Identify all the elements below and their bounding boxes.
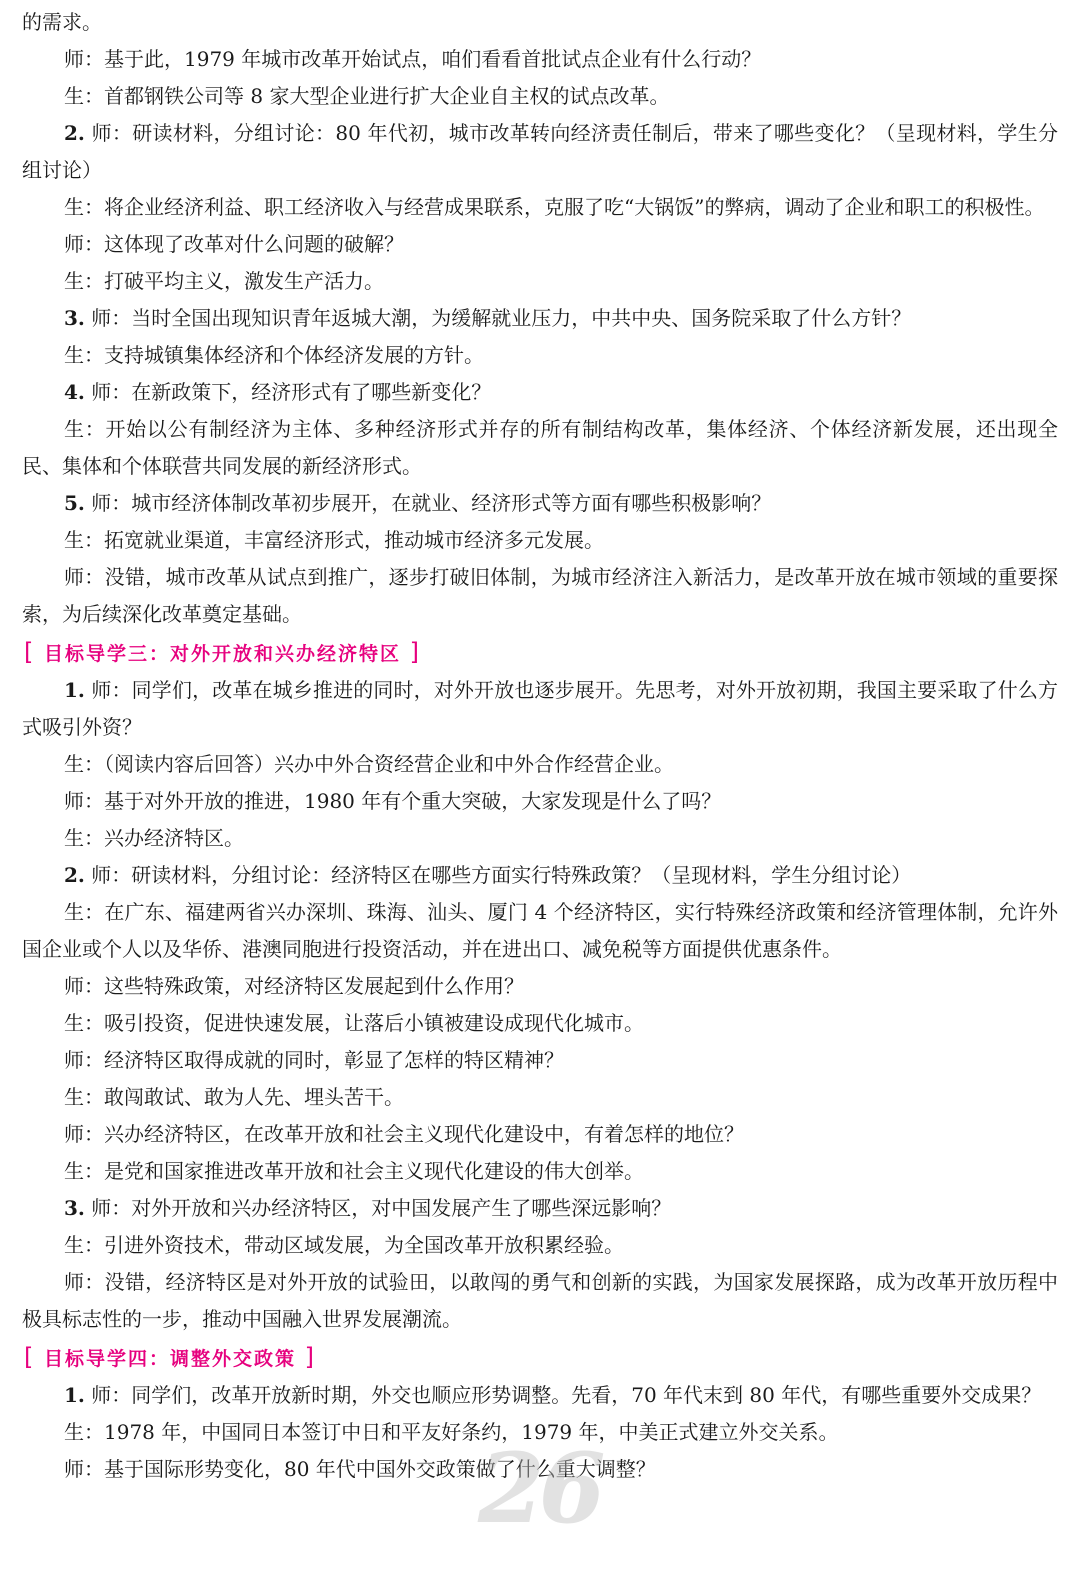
item-number: 4.	[64, 380, 85, 404]
question-item: 1. 师：同学们，改革在城乡推进的同时，对外开放也逐步展开。先思考，对外开放初期，我国主要采取了什么方式吸引外资？	[22, 678, 1058, 739]
teacher-line: 师：基于此，1979 年城市改革开始试点，咱们看看首批试点企业有什么行动？	[64, 47, 762, 71]
question-item: 2. 师：研读材料，分组讨论：80 年代初，城市改革转向经济责任制后，带来了哪些变化？（呈现材料，学生分组讨论）	[22, 121, 1058, 182]
teacher-line: 师：这些特殊政策，对经济特区发展起到什么作用？	[64, 974, 524, 998]
bracket-right-icon: ]	[409, 638, 422, 666]
question-item: 3. 师：当时全国出现知识青年返城大潮，为缓解就业压力，中共中央、国务院采取了什么方针？	[64, 306, 912, 330]
item-number: 2.	[64, 121, 85, 145]
student-line: 生：兴办经济特区。	[64, 826, 244, 850]
text-line: 的需求。	[22, 10, 102, 34]
bracket-left-icon: [	[24, 1343, 36, 1371]
student-line: 生：将企业经济利益、职工经济收入与经营成果联系，克服了吃“大锅饭”的弊病，调动了企业和职工的积极性。	[64, 195, 1045, 219]
item-number: 1.	[64, 678, 85, 702]
question-item: 2. 师：研读材料，分组讨论：经济特区在哪些方面实行特殊政策？（呈现材料，学生分组讨论）	[64, 863, 912, 887]
teacher-line: 师：没错，经济特区是对外开放的试验田，以敢闯的勇气和创新的实践，为国家发展探路，成为改革开放历程中极具标志性的一步，推动中国融入世界发展潮流。	[22, 1270, 1058, 1331]
item-number: 2.	[64, 863, 85, 887]
question-item: 1. 师：同学们，改革开放新时期，外交也顺应形势调整。先看，70 年代末到 80 年代，有哪些重要外交成果？	[64, 1383, 1042, 1407]
question-item: 3. 师：对外开放和兴办经济特区，对中国发展产生了哪些深远影响？	[64, 1196, 672, 1220]
student-line: 生：打破平均主义，激发生产活力。	[64, 269, 384, 293]
student-line: 生：拓宽就业渠道，丰富经济形式，推动城市经济多元发展。	[64, 528, 604, 552]
page-number-watermark: 26	[478, 1432, 600, 1545]
bracket-right-icon: ]	[304, 1343, 317, 1371]
student-line: 生：1978 年，中国同日本签订中日和平友好条约，1979 年，中美正式建立外交关系。	[64, 1420, 839, 1444]
student-line: 生：是党和国家推进改革开放和社会主义现代化建设的伟大创举。	[64, 1159, 644, 1183]
teacher-line: 师：基于国际形势变化，80 年代中国外交政策做了什么重大调整？	[64, 1457, 656, 1481]
item-number: 5.	[64, 491, 85, 515]
paragraph	[22, 4, 1058, 41]
student-line: 生：首都钢铁公司等 8 家大型企业进行扩大企业自主权的试点改革。	[64, 84, 670, 108]
student-line: 生：敢闯敢试、敢为人先、埋头苦干。	[64, 1085, 404, 1109]
student-line: 生：（阅读内容后回答）兴办中外合资经营企业和中外合作经营企业。	[64, 752, 674, 776]
teacher-line: 师：基于对外开放的推进，1980 年有个重大突破，大家发现是什么了吗？	[64, 789, 722, 813]
item-number: 3.	[64, 306, 85, 330]
section-heading-3: [ 目标导学三：对外开放和兴办经济特区 ]	[24, 638, 422, 666]
student-line: 生：在广东、福建两省兴办深圳、珠海、汕头、厦门 4 个经济特区，实行特殊经济政策和经济管理体制，允许外国企业或个人以及华侨、港澳同胞进行投资活动，并在进出口、减免税等方面提供优惠条件。	[22, 900, 1058, 961]
student-line: 生：引进外资技术，带动区域发展，为全国改革开放积累经验。	[64, 1233, 624, 1257]
student-line: 生：支持城镇集体经济和个体经济发展的方针。	[64, 343, 484, 367]
document-page	[22, 4, 1058, 1488]
question-item: 5. 师：城市经济体制改革初步展开，在就业、经济形式等方面有哪些积极影响？	[64, 491, 772, 515]
teacher-line: 师：没错，城市改革从试点到推广，逐步打破旧体制，为城市经济注入新活力，是改革开放在城市领域的重要探索，为后续深化改革奠定基础。	[22, 565, 1058, 626]
item-number: 3.	[64, 1196, 85, 1220]
student-line: 生：开始以公有制经济为主体、多种经济形式并存的所有制结构改革，集体经济、个体经济新发展，还出现全民、集体和个体联营共同发展的新经济形式。	[22, 417, 1058, 478]
teacher-line: 师：这体现了改革对什么问题的破解？	[64, 232, 404, 256]
student-line: 生：吸引投资，促进快速发展，让落后小镇被建设成现代化城市。	[64, 1011, 644, 1035]
bracket-left-icon: [	[24, 638, 36, 666]
teacher-line: 师：兴办经济特区，在改革开放和社会主义现代化建设中，有着怎样的地位？	[64, 1122, 744, 1146]
section-heading-4: [ 目标导学四：调整外交政策 ]	[24, 1343, 317, 1371]
teacher-line: 师：经济特区取得成就的同时，彰显了怎样的特区精神？	[64, 1048, 564, 1072]
item-number: 1.	[64, 1383, 85, 1407]
question-item: 4. 师：在新政策下，经济形式有了哪些新变化？	[64, 380, 492, 404]
